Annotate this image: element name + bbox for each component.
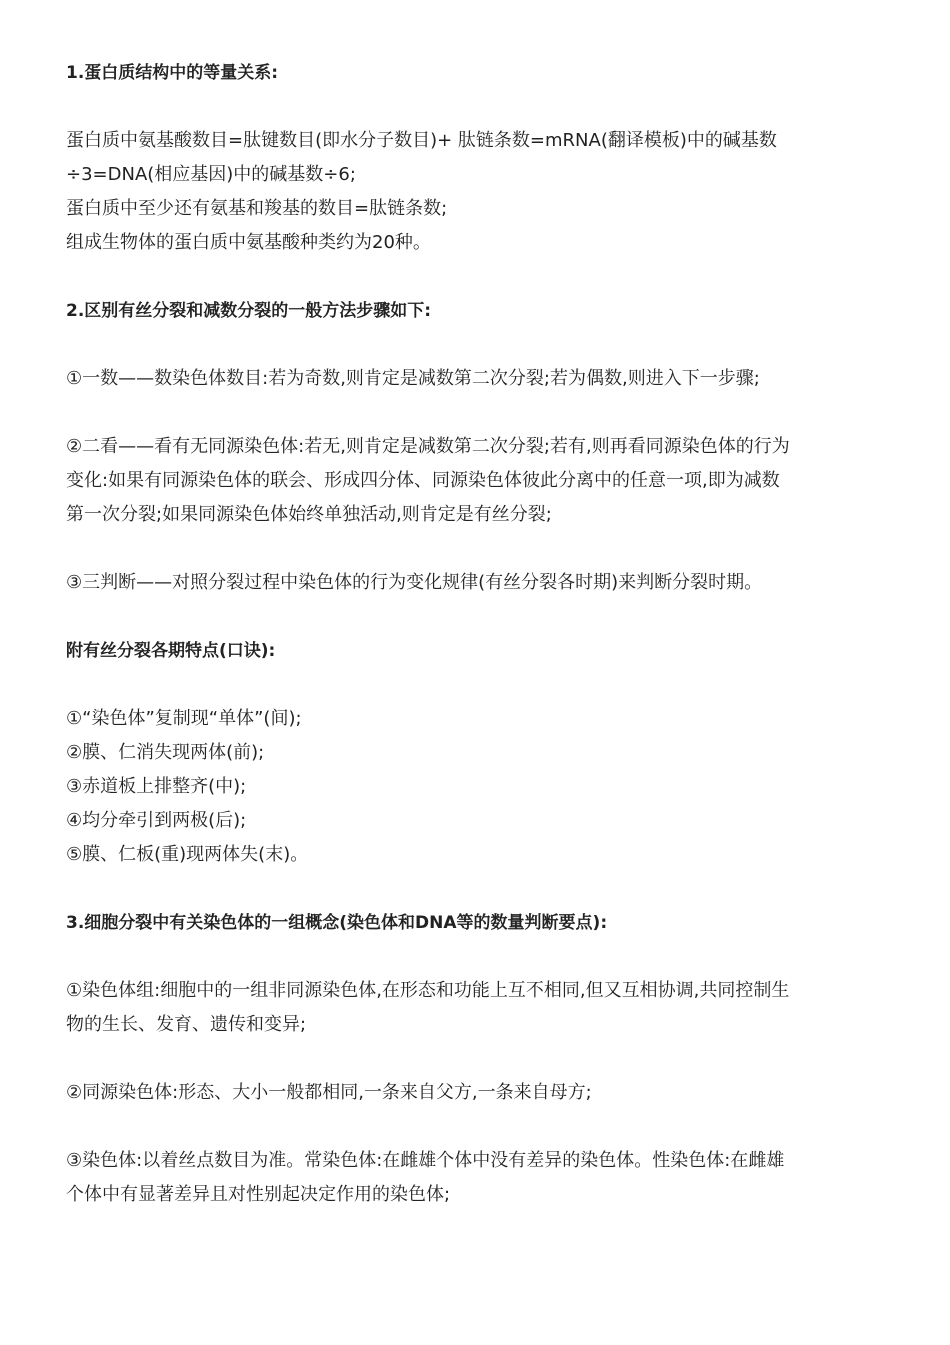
- step-2-line-2: 变化:如果有同源染色体的联会、形成四分体、同源染色体彼此分离中的任意一项,即为减数: [66, 470, 780, 491]
- mitosis-item: ⑤膜、仁板(重)现两体失(末)。: [66, 844, 309, 865]
- concept-3-line-1: ③染色体:以着丝点数目为准。常染色体:在雌雄个体中没有差异的染色体。性染色体:在雌雄: [66, 1150, 785, 1171]
- step-2-line-1: ②二看——看有无同源染色体:若无,则肯定是减数第二次分裂;若有,则再看同源染色体的行为: [66, 436, 790, 457]
- mitosis-item: ③赤道板上排整齐(中);: [66, 776, 247, 797]
- spacer: [66, 90, 890, 124]
- spacer: [66, 940, 890, 974]
- concept-1-line-1: ①染色体组:细胞中的一组非同源染色体,在形态和功能上互不相同,但又互相协调,共同控制生: [66, 980, 790, 1001]
- spacer: [66, 872, 890, 906]
- section-2-heading: 2.区别有丝分裂和减数分裂的一般方法步骤如下:: [66, 301, 432, 321]
- step-1: ①一数——数染色体数目:若为奇数,则肯定是减数第二次分裂;若为偶数,则进入下一步骤;: [66, 368, 760, 389]
- concept-1-line-2: 物的生长、发育、遗传和变异;: [66, 1014, 307, 1035]
- document-body: [66, 56, 890, 1212]
- spacer: [66, 260, 890, 294]
- spacer: [66, 532, 890, 566]
- mitosis-item: ①“染色体”复制现“单体”(间);: [66, 708, 302, 729]
- concept-2: ②同源染色体:形态、大小一般都相同,一条来自父方,一条来自母方;: [66, 1082, 592, 1103]
- mitosis-item: ②膜、仁消失现两体(前);: [66, 742, 265, 763]
- spacer: [66, 328, 890, 362]
- protein-line-1: 蛋白质中氨基酸数目=肽键数目(即水分子数目)+ 肽链条数=mRNA(翻译模板)中的碱基数: [66, 130, 777, 151]
- spacer: [66, 600, 890, 634]
- concept-3-line-2: 个体中有显著差异且对性别起决定作用的染色体;: [66, 1184, 451, 1205]
- protein-line-3: 蛋白质中至少还有氨基和羧基的数目=肽链条数;: [66, 198, 448, 219]
- spacer: [66, 1042, 890, 1076]
- step-2-line-3: 第一次分裂;如果同源染色体始终单独活动,则肯定是有丝分裂;: [66, 504, 552, 525]
- spacer: [66, 1110, 890, 1144]
- section-1-heading: 1.蛋白质结构中的等量关系:: [66, 63, 279, 83]
- spacer: [66, 668, 890, 702]
- protein-line-2: ÷3=DNA(相应基因)中的碱基数÷6;: [66, 164, 356, 185]
- step-3: ③三判断——对照分裂过程中染色体的行为变化规律(有丝分裂各时期)来判断分裂时期。: [66, 572, 763, 593]
- mitosis-item: ④均分牵引到两极(后);: [66, 810, 247, 831]
- section-3-heading: 3.细胞分裂中有关染色体的一组概念(染色体和DNA等的数量判断要点):: [66, 913, 608, 933]
- spacer: [66, 396, 890, 430]
- mitosis-heading: 附有丝分裂各期特点(口诀):: [66, 641, 276, 661]
- protein-line-4: 组成生物体的蛋白质中氨基酸种类约为20种。: [66, 232, 431, 253]
